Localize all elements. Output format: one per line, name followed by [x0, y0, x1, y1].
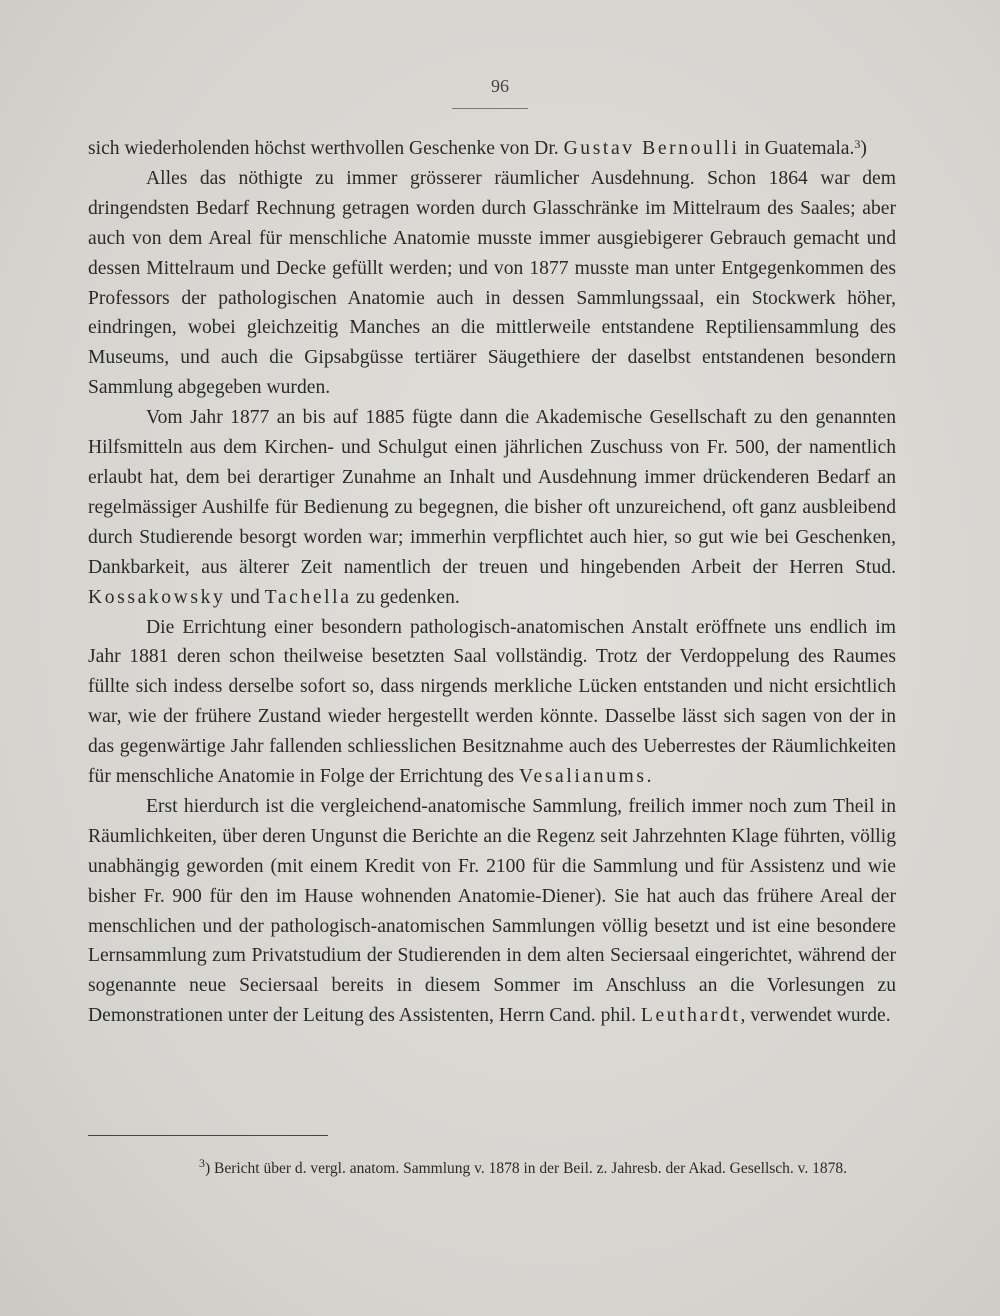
text-run: zu gedenken. — [351, 586, 460, 608]
text-run: in Guatemala. — [739, 138, 855, 159]
footnote-marker: 3 — [198, 1156, 205, 1170]
footnote — [0, 1158, 1000, 1180]
body-text — [88, 134, 896, 1031]
text-run: ) — [860, 138, 867, 159]
text-run: Vom Jahr 1877 an bis auf 1885 fügte dann die Akademische Gesellschaft zu den genannten Hilfsmitteln aus dem Kirchen- und Schulgut einen jährlichen Zuschuss von Fr. 500, der namentlich erlaubt hat, dem bei derartiger Zunahme an Inhalt und Ausdehnung immer drückenderen Bedarf an regelmässiger Aushilfe für Bedienung zu begegnen, die bisher oft unzureichend, oft ganz ausbleibend durch Studierende besorgt worden war; immerhin verpflichtet auch hier, so gut wie bei Geschenken, Dankbarkeit, aus älterer Zeit namentlich der treuen und hingebenden Arbeit der Herren Stud. — [88, 407, 896, 578]
text-run: sich wiederholenden höchst werthvollen Geschenke von Dr. — [88, 138, 564, 159]
spaced-name: Leuthardt — [640, 1005, 741, 1027]
header-rule — [452, 108, 528, 109]
spaced-name: Vesalianums — [518, 766, 647, 788]
footnote-rule — [88, 1135, 328, 1136]
text-run: . — [646, 766, 652, 788]
text-run: , verwendet wurde. — [740, 1005, 891, 1027]
text-run: Alles das nöthigte zu immer grösserer räumlicher Ausdehnung. Schon 1864 war dem dringendsten Bedarf Rechnung getragen worden durch Glasschränke im Mittelraum des Saales; aber auch von dem Areal für menschliche Anatomie musste immer ausgiebigerer Gebrauch gemacht und dessen Mittelraum und Decke gefüllt werden; und von 1877 musste man unter Entgegenkommen des Professors der pathologischen Anatomie auch in dessen Sammlungssaal, ein Stockwerk höher, eindringen, wobei gleichzeitig Manches an die mittlerweile entstandene Reptiliensammlung des Museums, und auch die Gipsabgüsse tertiärer Säugethiere der daselbst entstandenen besondern Sammlung abgegeben wurden. — [88, 167, 896, 399]
paragraph — [88, 403, 896, 612]
paragraph — [88, 134, 896, 164]
spaced-name: Kossakowsky — [88, 586, 226, 608]
spaced-name: Gustav Bernoulli — [563, 138, 740, 159]
paragraph — [88, 792, 896, 1031]
paragraph — [88, 164, 896, 403]
footnote-reference: 3 — [854, 137, 861, 151]
text-run: und — [225, 586, 265, 608]
text-run: Die Errichtung einer besondern pathologisch-anatomischen Anstalt eröffnete uns endlich im Jahr 1881 deren schon theilweise besetzten Saal vollständig. Trotz der Verdoppelung des Raumes füllte sich indess derselbe sofort so, dass nirgends merkliche Lücken entstanden und nicht ersichtlich war, wie der frühere Zustand wieder hergestellt werden könnte. Dasselbe lässt sich sagen von der in das gegenwärtige Jahr fallenden schliesslichen Besitznahme auch des Ueberrestes der Räumlichkeiten für menschliche Anatomie in Folge der Errichtung des — [88, 616, 896, 788]
page-number: 96 — [491, 76, 509, 96]
paragraph — [88, 613, 896, 792]
spaced-name: Tachella — [264, 586, 352, 608]
footnote-text: ) Bericht über d. vergl. anatom. Sammlung v. 1878 in der Beil. z. Jahresb. der Akad. Gesellsch. v. 1878. — [204, 1160, 848, 1177]
text-run: Erst hierdurch ist die vergleichend-anatomische Sammlung, freilich immer noch zum Theil in Räumlichkeiten, über deren Ungunst die Berichte an die Regenz seit Jahrzehnten Klage führten, völlig unabhängig geworden (mit einem Kredit von Fr. 2100 für die Sammlung und für Assistenz und wie bisher Fr. 900 für den im Hause wohnenden Anatomie-Diener). Sie hat auch das frühere Areal der menschlichen und der pathologisch-anatomischen Sammlungen völlig besetzt und ist eine besondere Lernsammlung zum Privatstudium der Studierenden in dem alten Seciersaal eingerichtet, während der sogenannte neue Seciersaal bereits in diesem Sommer im Anschluss an die Vorlesungen zu Demonstrationen unter der Leitung des Assistenten, Herrn Cand. phil. — [88, 795, 896, 1027]
